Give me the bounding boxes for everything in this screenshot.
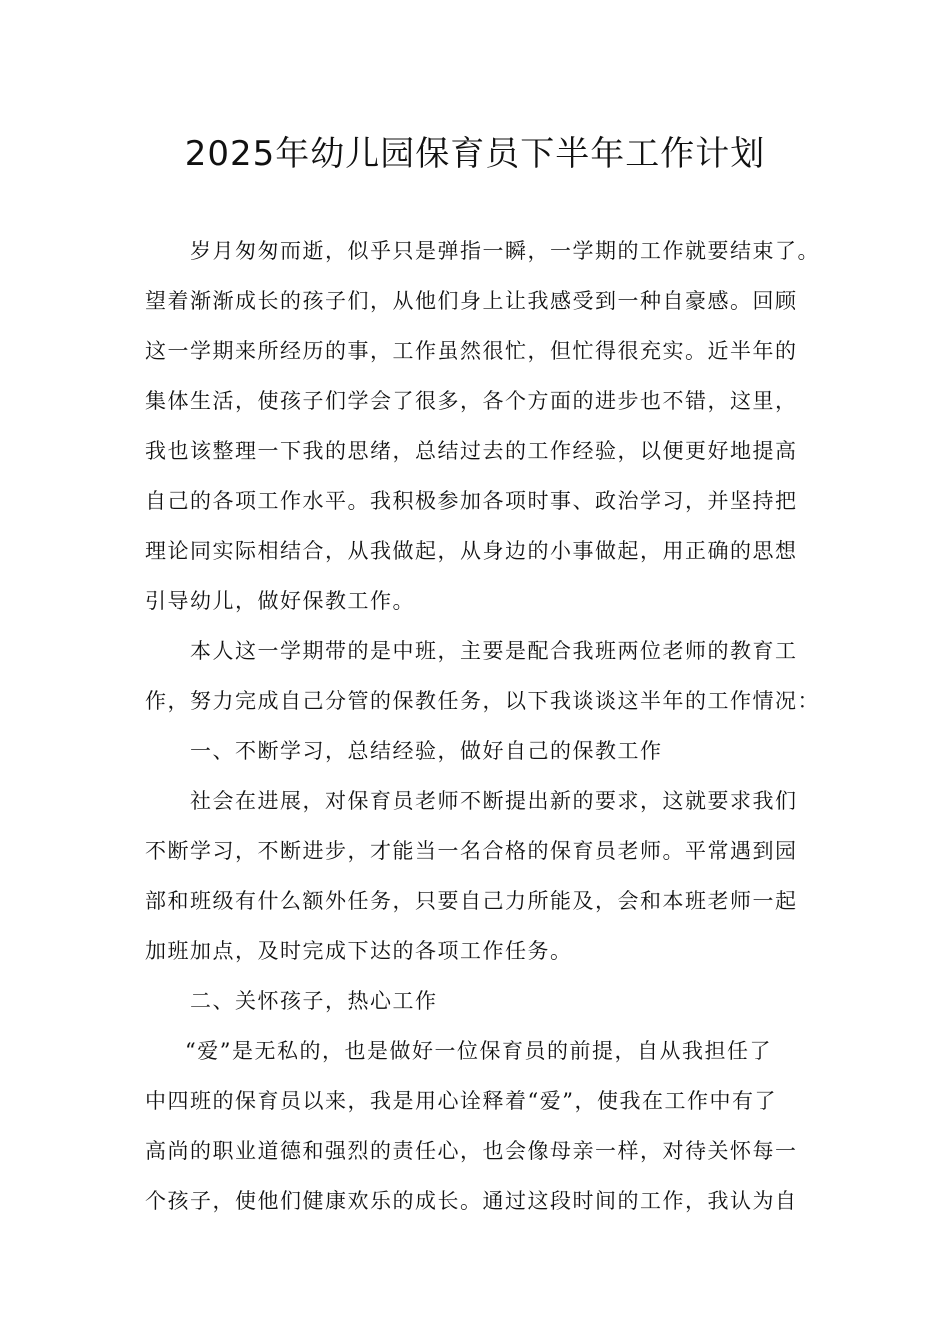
paragraph-line: 这一学期来所经历的事，工作虽然很忙，但忙得很充实。近半年的 [145, 339, 798, 363]
paragraph-line: 我也该整理一下我的思绪，总结过去的工作经验，以便更好地提高 [145, 439, 798, 463]
paragraph-line: 社会在进展，对保育员老师不断提出新的要求，这就要求我们 [190, 789, 798, 813]
section-heading: 一、不断学习，总结经验，做好自己的保教工作 [190, 739, 663, 763]
section-heading: 二、关怀孩子，热心工作 [190, 989, 438, 1013]
paragraph-line: “爱”是无私的，也是做好一位保育员的前提，自从我担任了 [185, 1039, 772, 1063]
paragraph-line: 高尚的职业道德和强烈的责任心，也会像母亲一样，对待关怀每一 [145, 1139, 798, 1163]
paragraph-line: 集体生活，使孩子们学会了很多，各个方面的进步也不错，这里， [145, 389, 798, 413]
document-title: 2025年幼儿园保育员下半年工作计划 [184, 134, 766, 174]
paragraph-line: 加班加点，及时完成下达的各项工作任务。 [145, 939, 573, 963]
paragraph-line: 望着渐渐成长的孩子们，从他们身上让我感受到一种自豪感。回顾 [145, 289, 798, 313]
paragraph-line: 个孩子，使他们健康欢乐的成长。通过这段时间的工作，我认为自 [145, 1189, 798, 1213]
paragraph-line: 中四班的保育员以来，我是用心诠释着“爱”，使我在工作中有了 [145, 1089, 777, 1113]
paragraph-line: 引导幼儿，做好保教工作。 [145, 589, 415, 613]
paragraph-line: 自己的各项工作水平。我积极参加各项时事、政治学习，并坚持把 [145, 489, 798, 513]
paragraph-line: 作，努力完成自己分管的保教任务，以下我谈谈这半年的工作情况： [145, 689, 820, 713]
paragraph-line: 本人这一学期带的是中班，主要是配合我班两位老师的教育工 [190, 639, 798, 663]
paragraph-line: 部和班级有什么额外任务，只要自己力所能及，会和本班老师一起 [145, 889, 798, 913]
paragraph-line: 不断学习，不断进步，才能当一名合格的保育员老师。平常遇到园 [145, 839, 798, 863]
paragraph-line: 理论同实际相结合，从我做起，从身边的小事做起，用正确的思想 [145, 539, 798, 563]
paragraph-line: 岁月匆匆而逝，似乎只是弹指一瞬，一学期的工作就要结束了。 [190, 239, 820, 263]
